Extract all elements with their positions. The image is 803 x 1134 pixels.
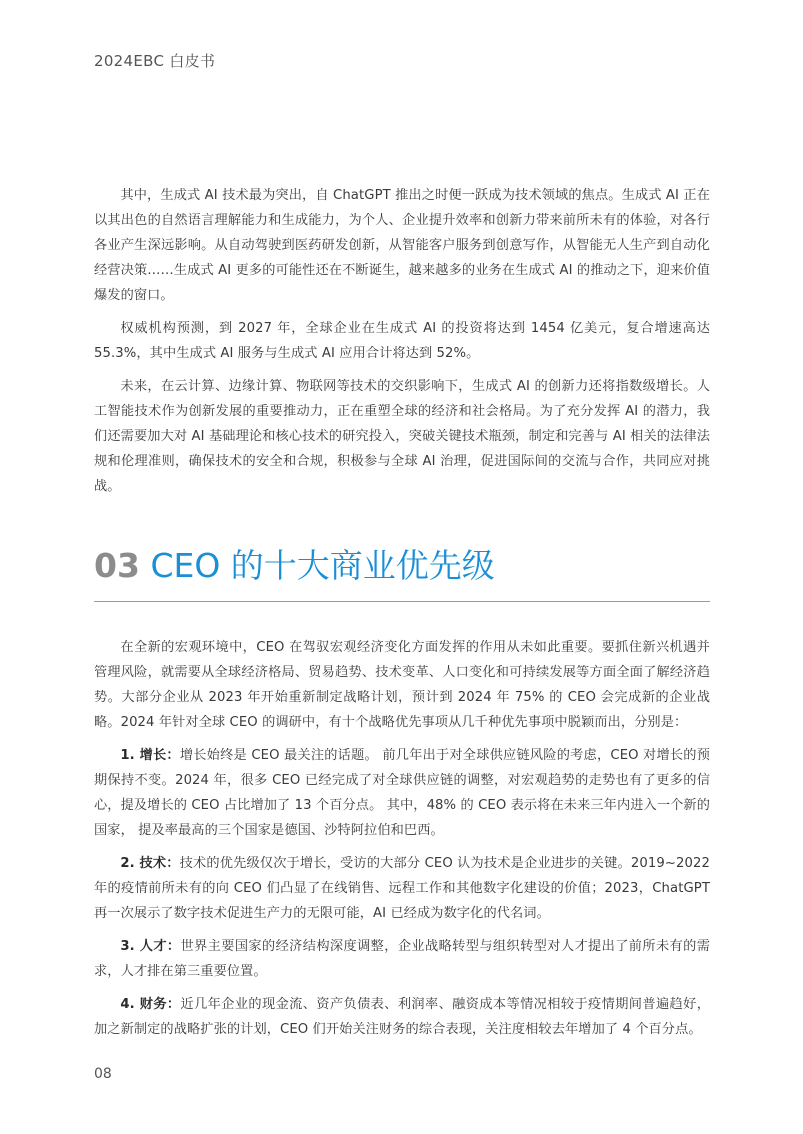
priority-item-text: 增长始终是 CEO 最关注的话题。 前几年出于对全球供应链风险的考虑，CEO 对增长的预期保持不变。2024 年，很多 CEO 已经完成了对全球供应链的调整，对宏观趋势的走势也有了更多的信心，提及增长的 CEO 占比增加了 13 个百分点。 其中，48% 的 CEO 表示将在未来三年内进入一个新的国家， 提及率最高的三个国家是德国、沙特阿拉伯和巴西。 (94, 748, 710, 838)
priority-item-technology (94, 851, 710, 926)
section-divider (94, 601, 710, 602)
section-heading (94, 544, 495, 588)
paragraph-investment-forecast: 权威机构预测，到 2027 年，全球企业在生成式 AI 的投资将达到 1454 亿美元，复合增速高达 55.3%，其中生成式 AI 服务与生成式 AI 应用合计将达到 52%。 (94, 321, 710, 361)
priority-item-head: 3. 人才： (120, 939, 181, 954)
priority-item-text: 技术的优先级仅次于增长，受访的大部分 CEO 认为技术是企业进步的关键。2019~2022 年的疫情前所未有的向 CEO 们凸显了在线销售、远程工作和其他数字化建设的价值；2023，ChatGPT 再一次展示了数字技术促进生产力的无限可能，AI 已经成为数字化的代名词。 (94, 856, 710, 921)
priority-item-text: 近几年企业的现金流、资产负债表、利润率、融资成本等情况相较于疫情期间普遍趋好，加之新制定的战略扩张的计划，CEO 们开始关注财务的综合表现，关注度相较去年增加了 4 个百分点。 (94, 997, 710, 1037)
priority-item-growth (94, 743, 710, 843)
priority-item-head: 4. 财务： (120, 997, 181, 1012)
document-header: 2024EBC 白皮书 (94, 52, 216, 70)
priority-item-talent (94, 934, 710, 984)
paragraph-generative-ai: 其中，生成式 AI 技术最为突出，自 ChatGPT 推出之时便一跃成为技术领域的焦点。生成式 AI 正在以其出色的自然语言理解能力和生成能力，为个人、企业提升效率和创新力带来前所未有的体验，对各行各业产生深远影响。从自动驾驶到医药研发创新，从智能客户服务到创意写作，从智能无人生产到自动化经营决策……生成式 AI 更多的可能性还在不断诞生，越来越多的业务在生成式 AI 的推动之下，迎来价值爆发的窗口。 (94, 188, 710, 303)
intro-text-block (94, 183, 710, 507)
priority-item-finance (94, 992, 710, 1042)
section-lead-paragraph: 在全新的宏观环境中，CEO 在驾驭宏观经济变化方面发挥的作用从未如此重要。要抓住新兴机遇并管理风险，就需要从全球经济格局、贸易趋势、技术变革、人口变化和可持续发展等方面全面了解经济趋势。大部分企业从 2023 年开始重新制定战略计划，预计到 2024 年 75% 的 CEO 会完成新的企业战略。2024 年针对全球 CEO 的调研中，有十个战略优先事项从几千种优先事项中脱颖而出，分别是： (94, 640, 710, 730)
section-number: 03 (94, 546, 140, 585)
priority-item-head: 1. 增长： (120, 748, 180, 763)
section-body (94, 635, 710, 1050)
page-number: 08 (94, 1066, 112, 1082)
paragraph-future-outlook: 未来，在云计算、边缘计算、物联网等技术的交织影响下，生成式 AI 的创新力还将指数级增长。人工智能技术作为创新发展的重要推动力，正在重塑全球的经济和社会格局。为了充分发挥 AI 的潜力，我们还需要加大对 AI 基础理论和核心技术的研究投入，突破关键技术瓶颈，制定和完善与 AI 相关的法律法规和伦理准则，确保技术的安全和合规，积极参与全球 AI 治理，促进国际间的交流与合作，共同应对挑战。 (94, 379, 710, 494)
priority-item-head: 2. 技术： (120, 856, 180, 871)
section-title: CEO 的十大商业优先级 (150, 546, 495, 585)
priority-item-text: 世界主要国家的经济结构深度调整，企业战略转型与组织转型对人才提出了前所未有的需求，人才排在第三重要位置。 (94, 939, 710, 979)
